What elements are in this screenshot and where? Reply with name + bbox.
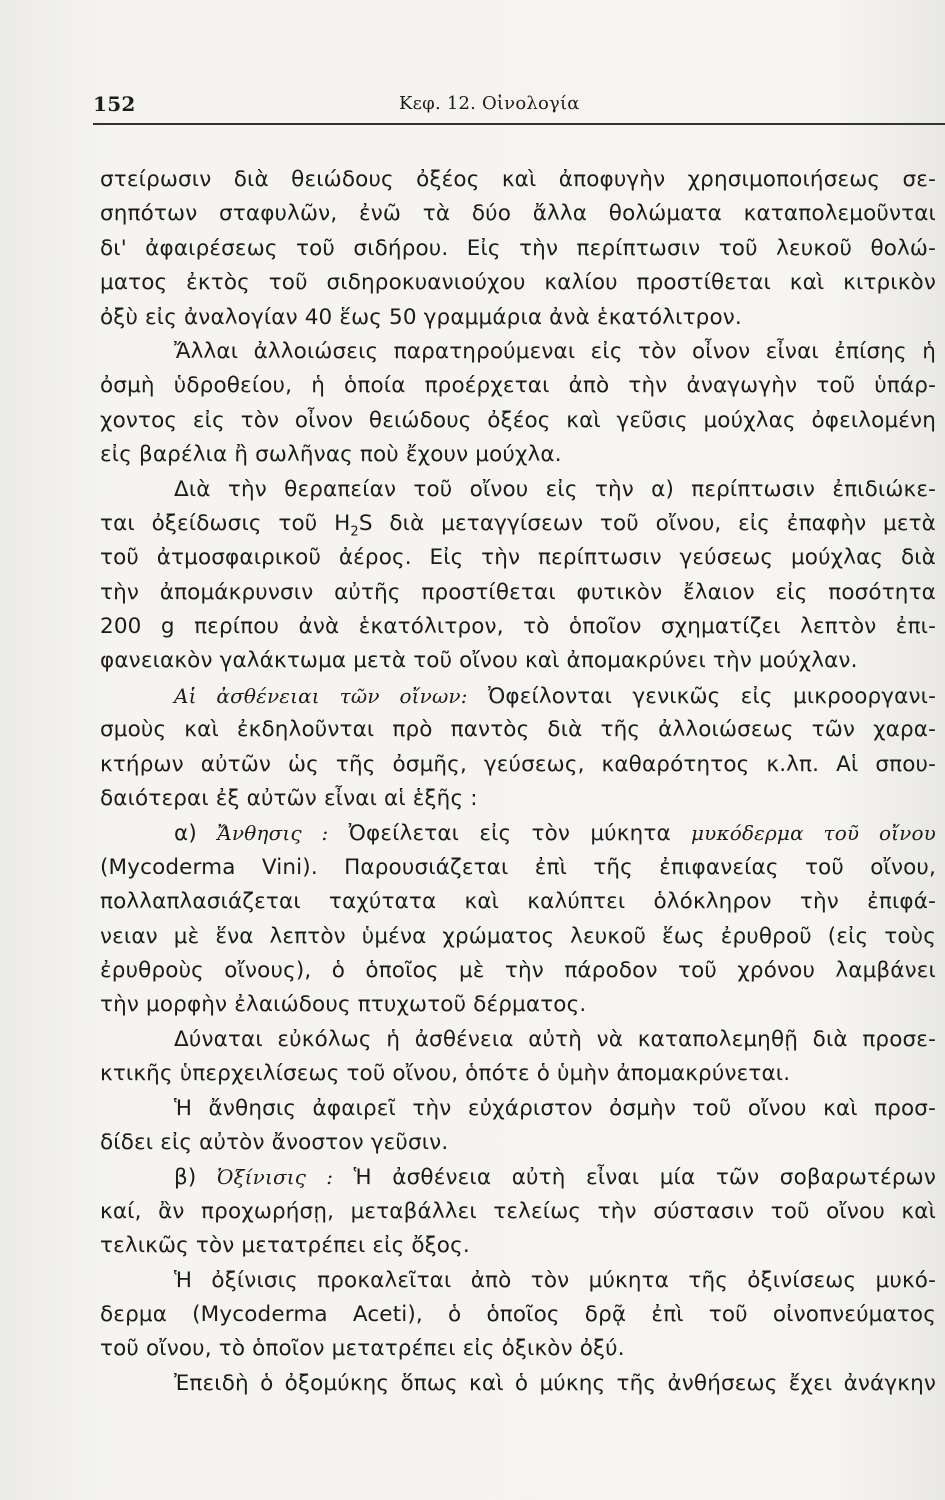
text-line: 200 g περίπου ἀνὰ ἑκατόλιτρον, τὸ ὁποῖον σχηματίζει λεπτὸν ἐπι- bbox=[100, 614, 936, 640]
text-line-formula: ται ὀξείδωσις τοῦ $H_2S$ διὰ μεταγγίσεων τοῦ οἴνου, εἰς ἐπαφὴν μετὰ bbox=[100, 510, 936, 540]
text-line: κτήρων αὐτῶν ὡς τῆς ὀσμῆς, γεύσεως, καθαρότητος κ.λπ. Αἱ σπου- bbox=[100, 751, 936, 777]
paragraph-first-line: Δύναται εὐκόλως ἡ ἀσθένεια αὐτὴ νὰ καταπολεμηθῇ διὰ προσε- bbox=[174, 1026, 936, 1052]
text-line: ὀξὺ εἰς ἀναλογίαν 40 ἕως 50 γραμμάρια ἀνὰ ἑκατόλιτρον. bbox=[100, 304, 742, 330]
list-item-line: β) Ὀξίνισις : Ἡ ἀσθένεια αὐτὴ εἶναι μία τῶν σοβαρωτέρων bbox=[174, 1165, 936, 1191]
paragraph-first-line: Διὰ τὴν θεραπείαν τοῦ οἴνου εἰς τὴν α) περίπτωσιν ἐπιδιώκε- bbox=[174, 476, 936, 502]
text-line: καί, ἂν προχωρήσῃ, μεταβάλλει τελείως τὴν σύστασιν τοῦ οἴνου καὶ bbox=[100, 1198, 936, 1224]
text-line: νειαν μὲ ἕνα λεπτὸν ὑμένα χρώματος λευκοῦ ἕως ἐρυθροῦ (εἰς τοὺς bbox=[100, 923, 936, 949]
italic-term: Ὀξίνισις : bbox=[216, 1165, 334, 1190]
running-title: Κεφ. 12. Οἰνολογία bbox=[399, 93, 580, 114]
section-heading-line: Αἱ ἀσθένειαι τῶν οἴνων: Ὀφείλονται γενικῶς εἰς μικροοργανι- bbox=[174, 683, 936, 709]
text-line: ἐρυθροὺς οἴνους), ὁ ὁποῖος μὲ τὴν πάροδον τοῦ χρόνου λαμβάνει bbox=[100, 957, 936, 983]
text-line: χοντος εἰς τὸν οἶνον θειώδους ὀξέος καὶ γεῦσις μούχλας ὀφειλομένη bbox=[100, 407, 936, 433]
paragraph-first-line: Ἄλλαι ἀλλοιώσεις παρατηρούμεναι εἰς τὸν οἶνον εἶναι ἐπίσης ἡ bbox=[174, 338, 936, 364]
text-line: τὴν ἀπομάκρυνσιν αὐτῆς προστίθεται φυτικὸν ἔλαιον εἰς ποσότητα bbox=[100, 579, 936, 605]
paragraph-first-line: Ἡ ἄνθησις ἀφαιρεῖ τὴν εὐχάριστον ὀσμὴν τοῦ οἴνου καὶ προσ- bbox=[174, 1095, 936, 1121]
body-text bbox=[100, 163, 936, 1401]
italic-term: μυκόδερμα τοῦ οἴνου bbox=[691, 821, 936, 846]
text-line: πολλαπλασιάζεται ταχύτατα καὶ καλύπτει ὁλόκληρον τὴν ἐπιφά- bbox=[100, 889, 936, 915]
header-rule bbox=[93, 123, 945, 125]
text-line: δίδει εἰς αὐτὸν ἄνοστον γεῦσιν. bbox=[100, 1129, 449, 1155]
text-line: τοῦ ἀτμοσφαιρικοῦ ἀέρος. Εἰς τὴν περίπτωσιν γεύσεως μούχλας διὰ bbox=[100, 545, 936, 571]
text-line: δερμα (Mycoderma Aceti), ὁ ὁποῖος δρᾷ ἐπὶ τοῦ οἰνοπνεύματος bbox=[100, 1301, 936, 1327]
text-line: ματος ἐκτὸς τοῦ σιδηροκυανιούχου καλίου προστίθεται καὶ κιτρικὸν bbox=[100, 270, 936, 296]
list-item-line: α) Ἄνθησις : Ὀφείλεται εἰς τὸν μύκητα μυκόδερμα τοῦ οἴνου bbox=[174, 821, 936, 847]
text-line: σηπότων σταφυλῶν, ἐνῶ τὰ δύο ἄλλα θολώματα καταπολεμοῦνται bbox=[100, 201, 936, 227]
text-line: (Mycoderma Vini). Παρουσιάζεται ἐπὶ τῆς ἐπιφανείας τοῦ οἴνου, bbox=[100, 854, 936, 880]
text-line: δαιότεραι ἐξ αὐτῶν εἶναι αἱ ἑξῆς : bbox=[100, 786, 478, 812]
text-line: τὴν μορφὴν ἐλαιώδους πτυχωτοῦ δέρματος. bbox=[100, 992, 587, 1018]
text-line: φανειακὸν γαλάκτωμα μετὰ τοῦ οἴνου καὶ ἀπομακρύνει τὴν μούχλαν. bbox=[100, 648, 858, 674]
text-line: δι' ἀφαιρέσεως τοῦ σιδήρου. Εἰς τὴν περίπτωσιν τοῦ λευκοῦ θολώ- bbox=[100, 235, 936, 261]
paragraph-first-line: Ἐπειδὴ ὁ ὀξομύκης ὅπως καὶ ὁ μύκης τῆς ἀνθήσεως ἔχει ἀνάγκην bbox=[174, 1370, 936, 1396]
text-line: στείρωσιν διὰ θειώδους ὀξέος καὶ ἀποφυγὴν χρησιμοποιήσεως σε- bbox=[100, 167, 936, 192]
page-number: 152 bbox=[93, 92, 136, 116]
text-line: κτικῆς ὑπερχειλίσεως τοῦ οἴνου, ὁπότε ὁ ὑμὴν ἀπομακρύνεται. bbox=[100, 1061, 791, 1087]
text-line: τελικῶς τὸν μετατρέπει εἰς ὄξος. bbox=[100, 1233, 470, 1259]
page-header bbox=[93, 92, 931, 122]
text-line: ὀσμὴ ὑδροθείου, ἡ ὁποία προέρχεται ἀπὸ τὴν ἀναγωγὴν τοῦ ὑπάρ- bbox=[100, 373, 936, 399]
paragraph-first-line: Ἡ ὀξίνισις προκαλεῖται ἀπὸ τὸν μύκητα τῆς ὀξινίσεως μυκό- bbox=[174, 1267, 936, 1293]
text-line: σμοὺς καὶ ἐκδηλοῦνται πρὸ παντὸς διὰ τῆς ἀλλοιώσεως τῶν χαρα- bbox=[100, 717, 936, 743]
text-line: εἰς βαρέλια ἢ σωλῆνας ποὺ ἔχουν μούχλα. bbox=[100, 442, 562, 468]
italic-term: Ἄνθησις : bbox=[217, 821, 329, 846]
italic-heading: Αἱ ἀσθένειαι τῶν οἴνων: bbox=[174, 683, 468, 708]
text-line: τοῦ οἴνου, τὸ ὁποῖον μετατρέπει εἰς ὀξικὸν ὀξύ. bbox=[100, 1336, 625, 1362]
subscript: 2 bbox=[350, 524, 359, 540]
